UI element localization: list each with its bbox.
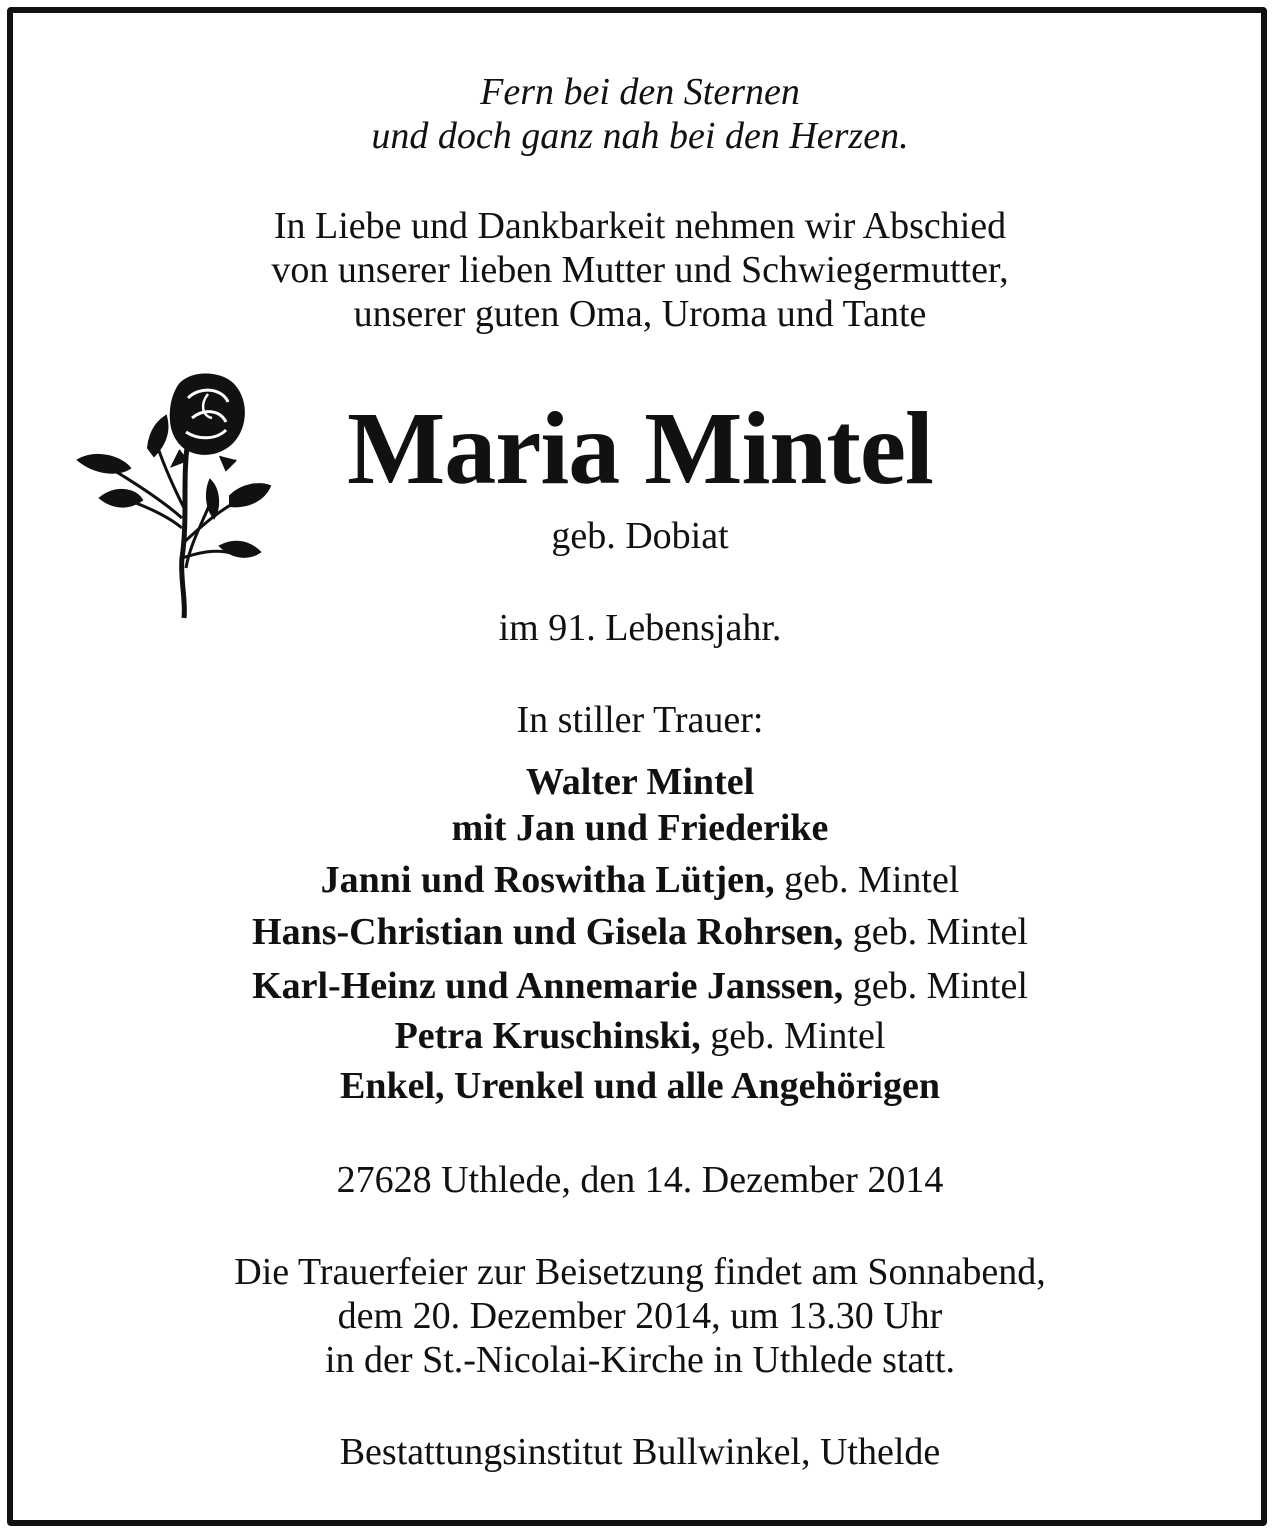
mourner-name: Hans-Christian und Gisela Rohrsen, <box>252 911 844 953</box>
mourner-suffix: geb. Mintel <box>774 859 960 901</box>
motto-line-2: und doch ganz nah bei den Herzen. <box>371 115 909 157</box>
mourner-name: Janni und Roswitha Lütjen, <box>320 859 775 901</box>
ceremony-line-1: Die Trauerfeier zur Beisetzung findet am Sonnabend, <box>234 1251 1046 1293</box>
mourner-name: Enkel, Urenkel und alle Angehörigen <box>339 1065 940 1107</box>
funeral-home: Bestattungsinstitut Bullwinkel, Uthelde <box>339 1431 941 1473</box>
mourner-line <box>0 856 1280 904</box>
mourner-name: Karl-Heinz und Annemarie Janssen, <box>252 965 844 1007</box>
ceremony-line-2: dem 20. Dezember 2014, um 13.30 Uhr <box>337 1295 943 1337</box>
mourner-suffix: geb. Mintel <box>843 965 1028 1007</box>
mourner-name: mit Jan und Friederike <box>451 807 829 849</box>
intro-line-3: unserer guten Oma, Uroma und Tante <box>353 293 927 335</box>
place-date: 27628 Uthlede, den 14. Dezember 2014 <box>336 1159 944 1201</box>
age-line: im 91. Lebensjahr. <box>498 607 782 649</box>
ceremony-line-3: in der St.-Nicolai-Kirche in Uthlede statt. <box>325 1339 955 1381</box>
mourner-suffix: geb. Mintel <box>843 911 1028 953</box>
deceased-name: Maria Mintel <box>347 391 933 506</box>
mourner-line <box>0 908 1280 956</box>
intro-line-2: von unserer lieben Mutter und Schwiegermutter, <box>271 249 1009 291</box>
motto-line-1: Fern bei den Sternen <box>480 71 800 113</box>
mourner-name: Petra Kruschinski, <box>394 1015 701 1057</box>
birth-name: geb. Dobiat <box>551 515 729 557</box>
mourner-line <box>0 1062 1280 1110</box>
mourning-heading: In stiller Trauer: <box>516 699 764 741</box>
mourner-line <box>0 758 1280 806</box>
mourner-line <box>0 1012 1280 1060</box>
mourner-line <box>0 962 1280 1010</box>
mourner-line <box>0 804 1280 852</box>
mourner-name: Walter Mintel <box>525 761 755 803</box>
intro-line-1: In Liebe und Dankbarkeit nehmen wir Abschied <box>273 205 1007 247</box>
mourner-suffix: geb. Mintel <box>700 1015 886 1057</box>
